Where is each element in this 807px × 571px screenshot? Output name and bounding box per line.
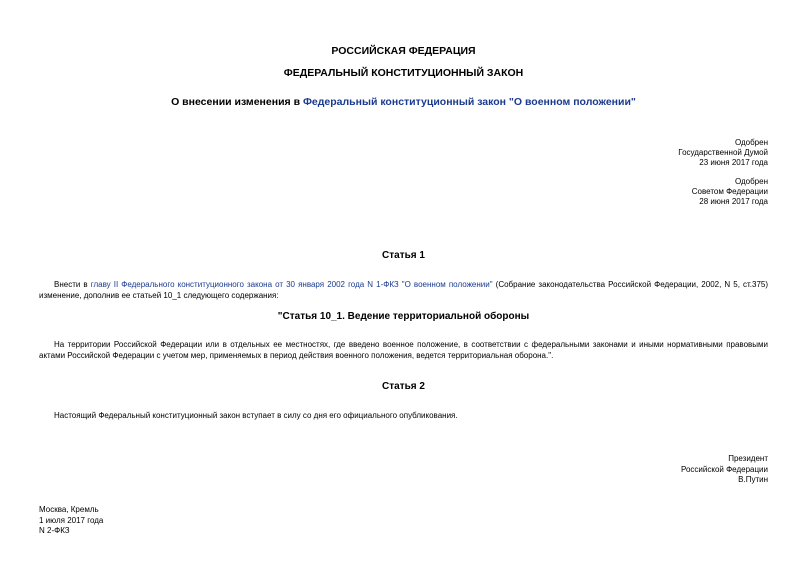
approval-federation-council — [692, 177, 768, 207]
footer-date: 1 июля 2017 года — [39, 515, 104, 525]
signature-country: Российской Федерации — [681, 464, 768, 474]
approval-status: Одобрен — [734, 138, 768, 147]
article1-heading: Статья 1 — [382, 250, 425, 261]
article2-heading: Статья 2 — [382, 381, 425, 392]
footer-place: Москва, Кремль — [39, 505, 99, 514]
title-prefix: О внесении изменения в — [171, 96, 303, 108]
country-heading: РОССИЙСКАЯ ФЕДЕРАЦИЯ — [331, 45, 476, 57]
article1-text-suffix: (Собрание законодательства Российской Федерации, 2002, N 5, ст.375) изменение, дополнив ее статьей 10_1 следующего содержания: — [39, 280, 769, 300]
new-article-heading: "Статья 10_1. Ведение территориальной обороны — [277, 311, 530, 322]
approval-date: 23 июня 2017 года — [699, 158, 768, 167]
article2-text: Настоящий Федеральный конституционный закон вступает в силу со дня его официального опубликования. — [54, 411, 458, 420]
approval-status: Одобрен — [734, 177, 768, 186]
approval-duma — [678, 138, 768, 168]
document-title — [0, 96, 807, 108]
signature-name: В.Путин — [738, 475, 768, 484]
footer-number: N 2-ФКЗ — [39, 526, 70, 535]
approval-body: Государственной Думой — [678, 148, 768, 157]
article1-text-prefix: Внести в — [54, 280, 91, 289]
approval-body: Советом Федерации — [691, 187, 768, 196]
footer-block — [39, 505, 103, 537]
approval-date: 28 июня 2017 года — [699, 197, 768, 206]
new-article-text: На территории Российской Федерации или в отдельных ее местностях, где введено военное положение, в соответствии с федеральными законами и иными нормативными правовыми актами Российской Федерации с учетом мер, применяемых в период действия военного положения, ведется территориальная оборона.". — [39, 340, 768, 360]
signature-title: Президент — [728, 454, 768, 463]
article1-law-link[interactable]: главу II Федерального конституционного закона от 30 января 2002 года N 1-ФКЗ "О военном положении" — [90, 280, 493, 289]
title-law-link[interactable]: Федеральный конституционный закон "О военном положении" — [302, 96, 636, 108]
law-type-heading: ФЕДЕРАЛЬНЫЙ КОНСТИТУЦИОННЫЙ ЗАКОН — [283, 67, 524, 79]
article1-text — [39, 280, 768, 301]
signature-block — [681, 454, 768, 486]
